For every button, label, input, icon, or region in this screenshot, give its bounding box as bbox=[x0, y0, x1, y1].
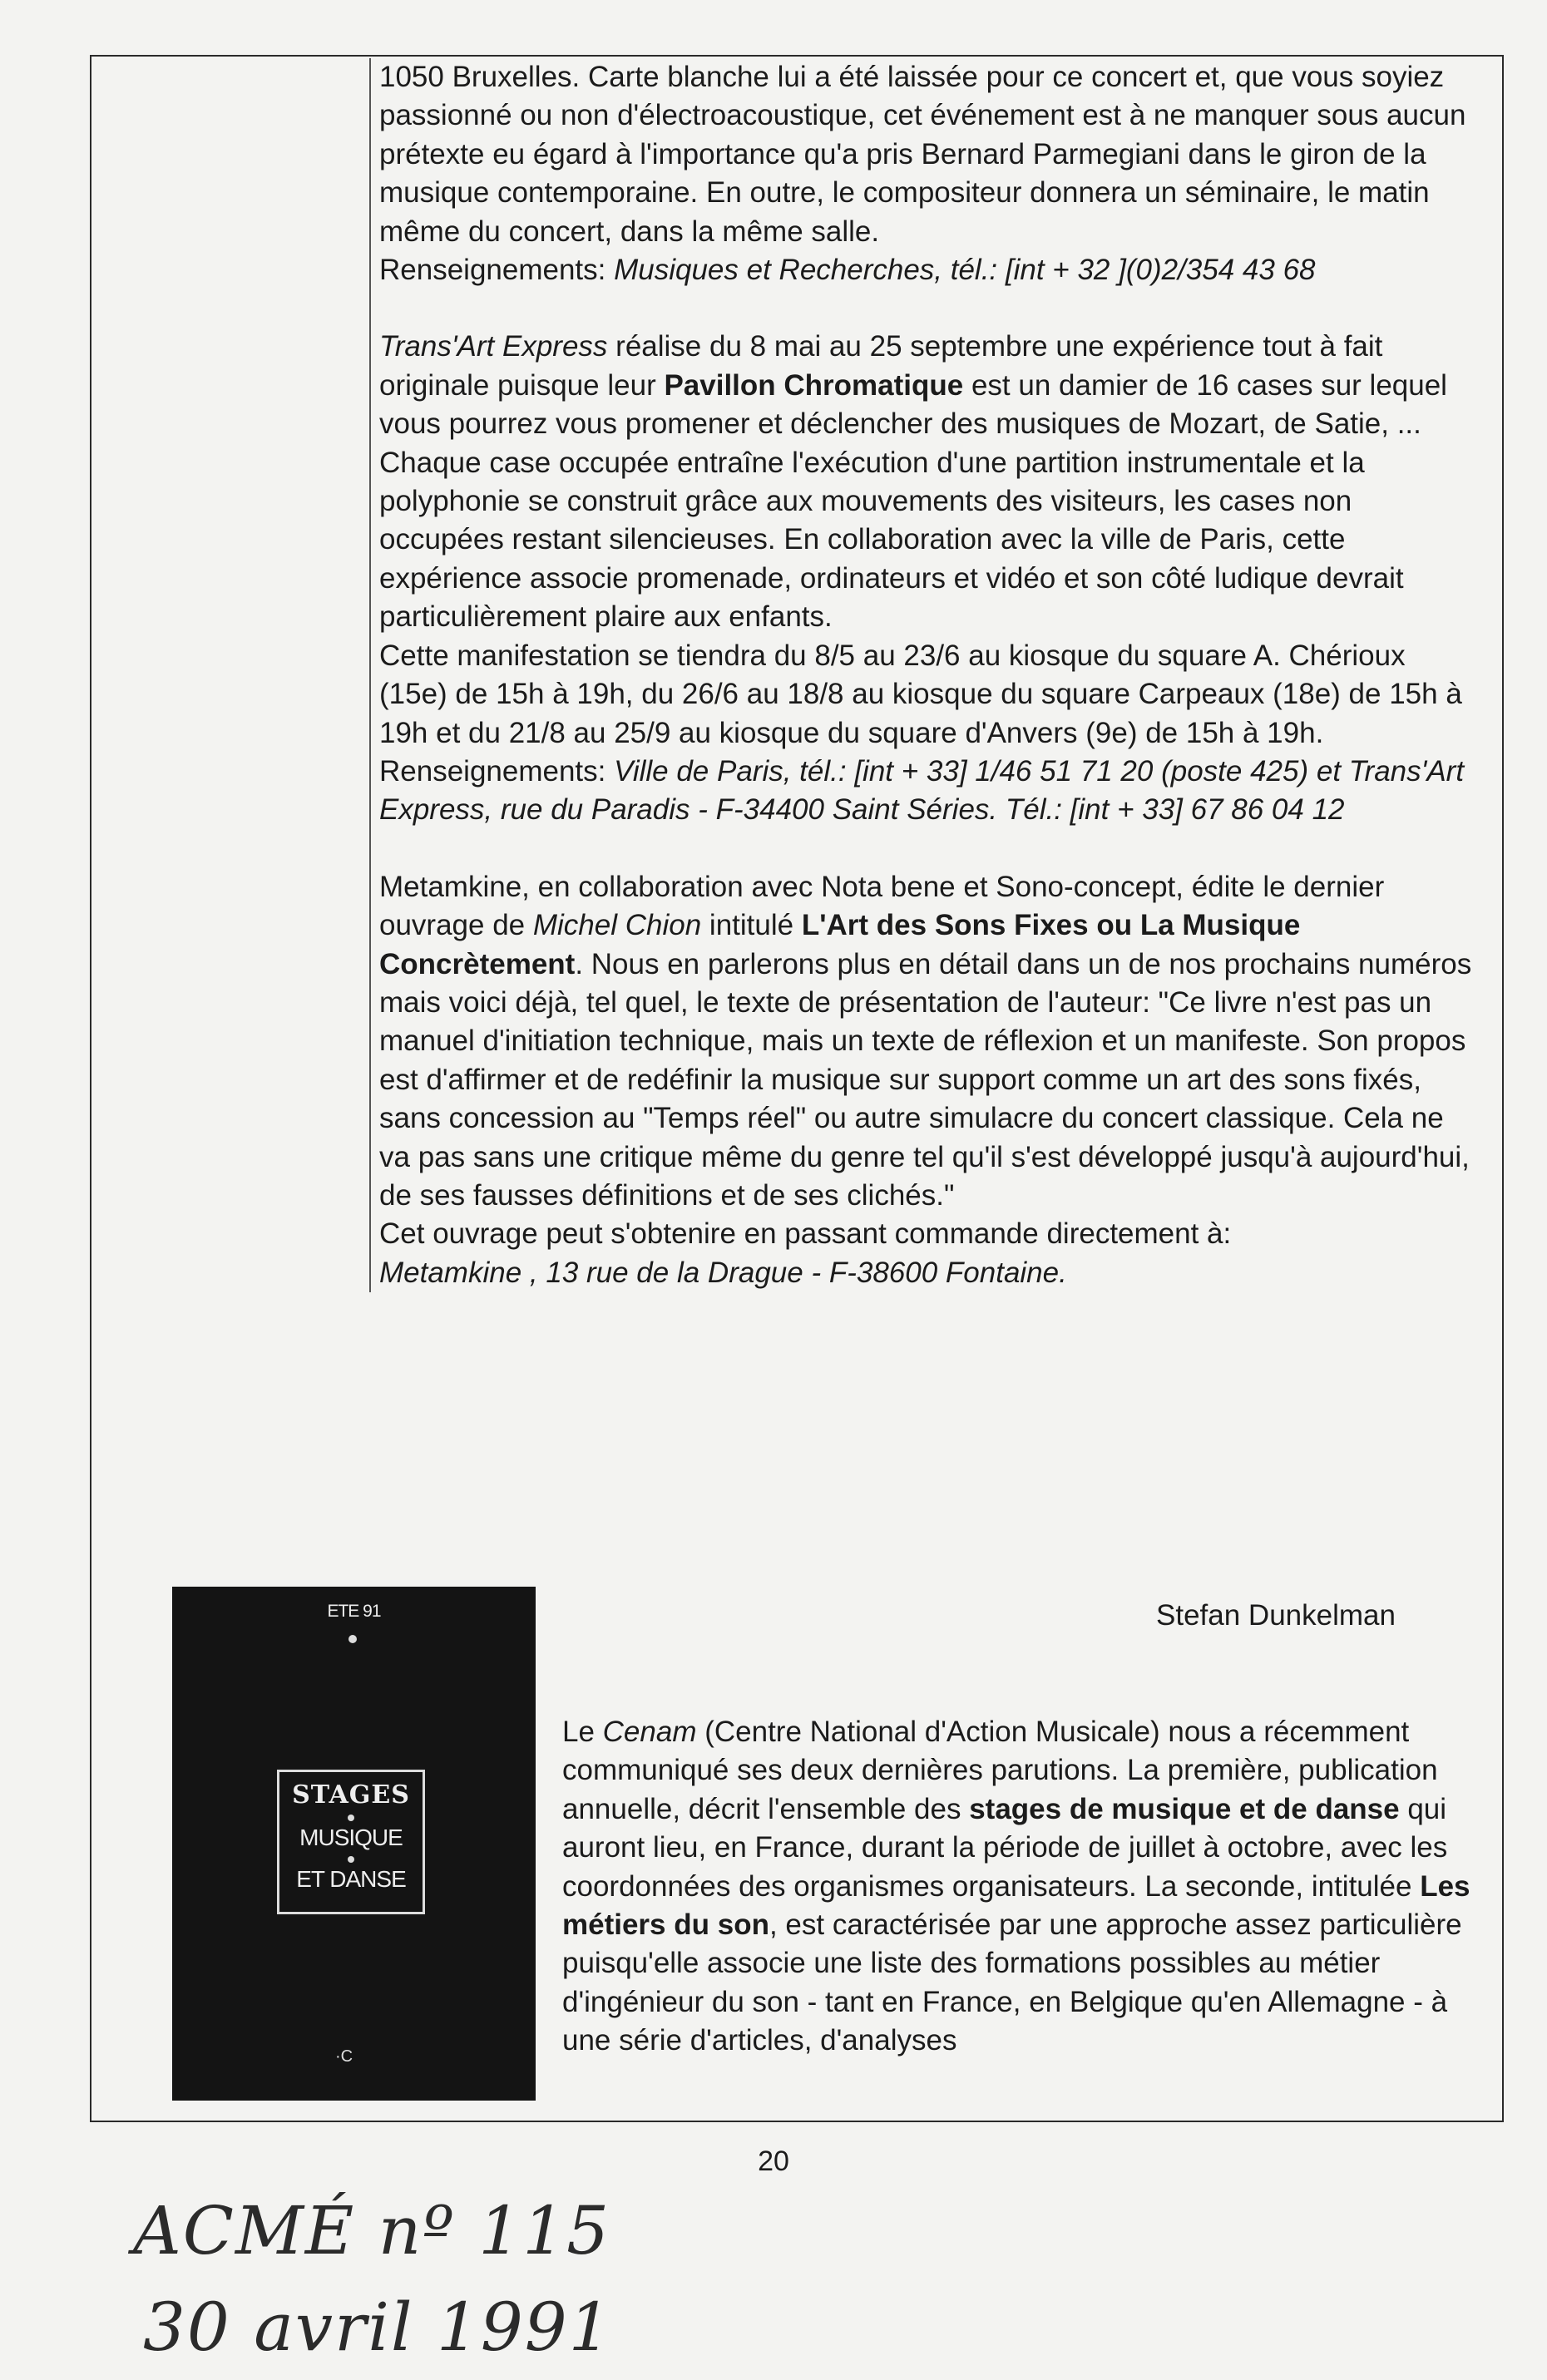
author-name: Michel Chion bbox=[532, 909, 702, 942]
cenam-text-d: , est caractérisée par une approche assez particulière puisqu'elle associe une liste des formations possibles au métier d'ingénieur du son - tant en France, en Belgique qu'en Allemagne - à une série d'articles, d'analyses bbox=[562, 1908, 1462, 2057]
article-column bbox=[369, 58, 1477, 1292]
cover-line2: MUSIQUE bbox=[299, 1825, 403, 1850]
cenam-name: Cenam bbox=[602, 1716, 697, 1748]
cover-dot bbox=[348, 1856, 354, 1863]
info-contact: Musiques et Recherches, tél.: [int + 32 ](0)2/354 43 68 bbox=[614, 254, 1316, 287]
handwritten-date: 30 avril 1991 bbox=[143, 2289, 613, 2366]
cover-dot bbox=[348, 1815, 354, 1821]
metamkine-text-c: . Nous en parlerons plus en détail dans un de nos prochains numéros mais voici déjà, tel quel, le texte de présentation de l'auteur: "Ce livre n'est pas un manuel d'initiation technique, mais un texte de réflexion et un manifeste. Son propos est d'affirmer et de redéfinir la musique sur support comme un art des sons fixés, sans concession au "Temps réel" ou autre simulacre du concert classique. Cela ne va pas sans une critique même du genre tel qu'il s'est développé jusqu'à aujourd'hui, de ses fausses définitions et de ses clichés." bbox=[379, 947, 1472, 1212]
cenam-text-a: Le bbox=[562, 1716, 603, 1748]
transart-name: Trans'Art Express bbox=[379, 330, 608, 363]
parmegiani-text: 1050 Bruxelles. Carte blanche lui a été laissée pour ce concert et, que vous soyiez passionné ou non d'électroacoustique, cet événement est à ne manquer sous aucun prétexte eu égard à l'importance qu'a pris Bernard Parmegiani dans le giron de la musique contemporaine. En outre, le compositeur donnera un séminaire, le matin même du concert, dans la même salle. bbox=[379, 61, 1466, 248]
handwritten-issue: ACMÉ nº 115 bbox=[133, 2192, 610, 2269]
cenam-text-c: qui auront lieu, en France, durant la période de juillet à octobre, avec les coordonnées des organismes organisateurs. La seconde, intitulée bbox=[562, 1792, 1448, 1903]
pavillon-title: Pavillon Chromatique bbox=[664, 368, 964, 402]
info-label: Renseignements: bbox=[379, 254, 615, 287]
order-text: Cet ouvrage peut s'obtenire en passant commande directement à: bbox=[379, 1217, 1232, 1251]
info-parmegiani bbox=[379, 251, 1477, 289]
book-title: L'Art des Sons Fixes ou La Musique Concrètement bbox=[379, 909, 1301, 980]
address-text: Metamkine , 13 rue de la Drague - F-38600 Fontaine. bbox=[379, 1256, 1067, 1289]
paragraph-cenam bbox=[562, 1713, 1502, 2061]
schedule-text: Cette manifestation se tiendra du 8/5 au 23/6 au kiosque du square A. Chérioux (15e) de 15h à 19h, du 26/6 au 18/8 au kiosque du square Carpeaux (18e) de 15h à 19h et du 21/8 au 25/9 au kiosque du square d'Anvers (9e) de 15h à 19h. bbox=[379, 639, 1462, 749]
cover-dot bbox=[348, 1635, 357, 1643]
transart-text-a: réalise du 8 mai au 25 septembre une expérience tout à fait originale puisque leur bbox=[379, 330, 1383, 402]
metamkine-text-a: Metamkine, en collaboration avec Nota bene et Sono-concept, édite le dernier ouvrage de bbox=[379, 870, 1385, 942]
stages-title: stages de musique et de danse bbox=[969, 1792, 1400, 1825]
cover-line3: ET DANSE bbox=[296, 1866, 406, 1892]
page-number: 20 bbox=[758, 2145, 789, 2177]
metamkine-text-b: intitulé bbox=[701, 909, 802, 942]
info-contact: Ville de Paris, tél.: [int + 33] 1/46 51 71 20 (poste 425) et Trans'Art Express, rue du Paradis - F-34400 Saint Séries. Tél.: [int + 33] 67 86 04 12 bbox=[379, 754, 1465, 827]
cover-line1: STAGES bbox=[292, 1780, 410, 1810]
cover-logo: ·C bbox=[335, 2047, 353, 2066]
cenam-text-b: (Centre National d'Action Musicale) nous a récemment communiqué ses deux dernières parutions. La première, publication annuelle, décrit l'ensemble des bbox=[562, 1716, 1438, 1825]
brochure-cover-image bbox=[172, 1587, 536, 2101]
paragraph-schedule bbox=[379, 637, 1477, 753]
cenam-column bbox=[562, 1713, 1502, 2061]
paragraph-transart bbox=[379, 328, 1477, 636]
cover-year: ETE 91 bbox=[327, 1602, 381, 1621]
info-transart bbox=[379, 753, 1477, 830]
paragraph-order bbox=[379, 1215, 1477, 1253]
cover-title-box bbox=[277, 1770, 425, 1914]
metiers-title: Les métiers du son bbox=[562, 1869, 1470, 1942]
info-label: Renseignements: bbox=[379, 754, 615, 788]
signature: Stefan Dunkelman bbox=[1156, 1599, 1396, 1632]
order-address bbox=[379, 1254, 1477, 1292]
paragraph-parmegiani bbox=[379, 58, 1477, 251]
paragraph-metamkine bbox=[379, 868, 1477, 1216]
transart-text-b: est un damier de 16 cases sur lequel vous pourrez vous promener et déclencher des musiques de Mozart, de Satie, ... Chaque case occupée entraîne l'exécution d'une partition instrumentale et la polyphonie se construit grâce aux mouvements des visiteurs, les cases non occupées restant silencieuses. En collaboration avec la ville de Paris, cette expérience associe promenade, ordinateurs et vidéo et son côté ludique devrait particulièrement plaire aux enfants. bbox=[379, 368, 1447, 634]
